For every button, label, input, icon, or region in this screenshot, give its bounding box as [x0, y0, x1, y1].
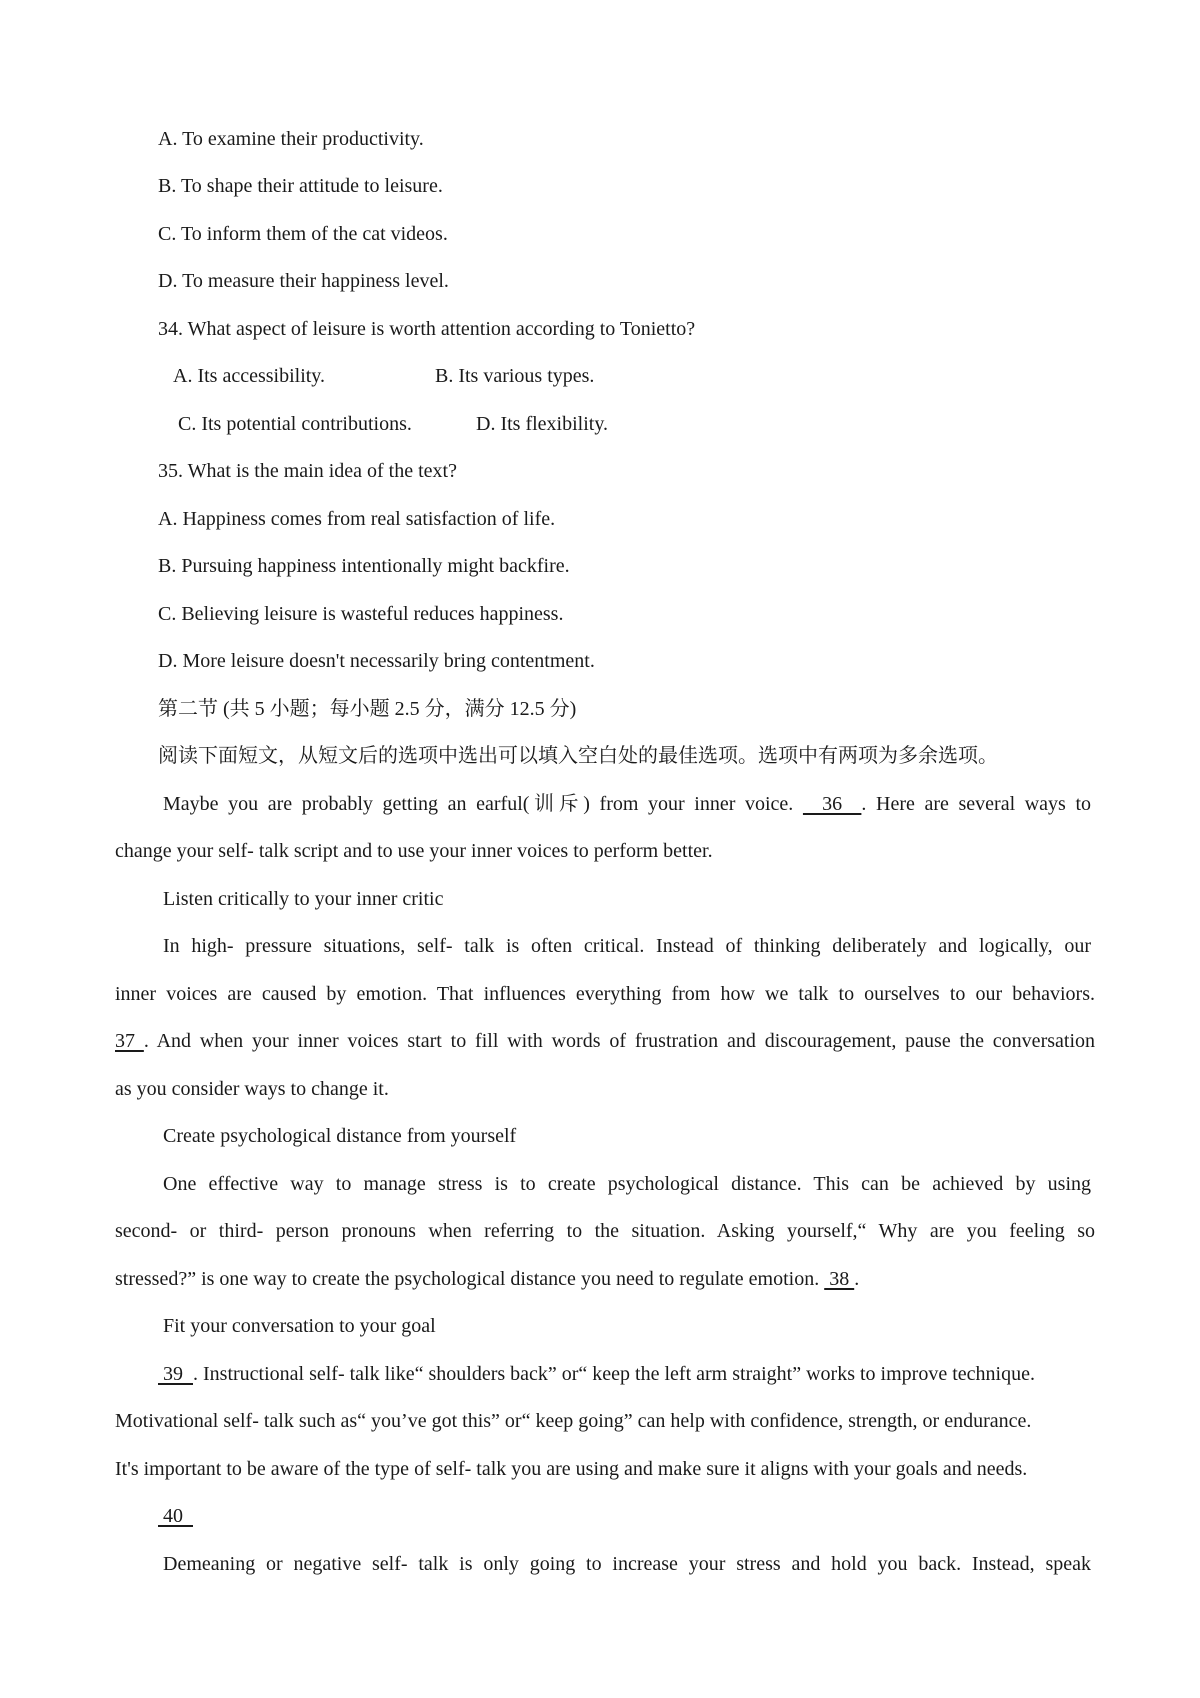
passage-line	[115, 1265, 859, 1293]
q33-option-c: C. To inform them of the cat videos.	[158, 223, 448, 245]
subheading-inner-critic: Listen critically to your inner critic	[163, 888, 444, 910]
q34-option-d: D. Its flexibility.	[476, 413, 609, 435]
passage-line	[158, 1360, 1035, 1388]
blank-38: 38	[824, 1268, 855, 1290]
subheading-psych-distance: Create psychological distance from yourself	[163, 1125, 517, 1147]
passage-line: Motivational self- talk such as“ you’ve got this” or“ keep going” can help with confidence, strength, or endurance.	[115, 1410, 1032, 1432]
blank-40-line	[158, 1502, 193, 1530]
q35-option-b: B. Pursuing happiness intentionally might backfire.	[158, 555, 570, 577]
passage-line: as you consider ways to change it.	[115, 1078, 389, 1100]
passage-text: Maybe you are probably getting an earful(训斥) from your inner voice.	[163, 793, 794, 815]
q35-option-c: C. Believing leisure is wasteful reduces happiness.	[158, 603, 564, 625]
passage-line: second- or third- person pronouns when referring to the situation. Asking yourself,“ Why are you feeling so	[115, 1220, 1095, 1242]
passage-line: In high- pressure situations, self- talk is often critical. Instead of thinking deliberately and logically, our	[163, 935, 1091, 957]
blank-36: 36	[802, 793, 862, 815]
subheading-fit-goal: Fit your conversation to your goal	[163, 1315, 436, 1337]
passage-line: One effective way to manage stress is to create psychological distance. This can be achieved by using	[163, 1173, 1091, 1195]
passage-line: inner voices are caused by emotion. That influences everything from how we talk to ourselves to our behaviors.	[115, 983, 1095, 1005]
q34-option-b: B. Its various types.	[435, 365, 595, 387]
blank-39: 39	[158, 1363, 193, 1385]
q34-stem: 34. What aspect of leisure is worth attention according to Tonietto?	[158, 318, 696, 340]
passage-line: Demeaning or negative self- talk is only going to increase your stress and hold you back. Instead, speak	[163, 1553, 1091, 1575]
passage-line	[115, 1027, 1095, 1055]
blank-37: 37	[115, 1030, 144, 1052]
q33-option-a: A. To examine their productivity.	[158, 128, 424, 150]
passage-text: .	[854, 1268, 860, 1290]
q35-stem: 35. What is the main idea of the text?	[158, 460, 457, 482]
q34-option-a: A. Its accessibility.	[173, 365, 326, 387]
blank-40: 40	[158, 1505, 193, 1527]
q33-option-d: D. To measure their happiness level.	[158, 270, 449, 292]
q35-option-d: D. More leisure doesn't necessarily bring contentment.	[158, 650, 595, 672]
passage-text: . Here are several ways to	[861, 793, 1092, 815]
passage-line: change your self- talk script and to use your inner voices to perform better.	[115, 840, 713, 862]
passage-text: . Instructional self- talk like“ shoulders back” or“ keep the left arm straight” works to improve technique.	[193, 1363, 1035, 1385]
section-instruction: 阅读下面短文，从短文后的选项中选出可以填入空白处的最佳选项。选项中有两项为多余选项。	[158, 745, 998, 767]
section-header: 第二节 (共 5 小题；每小题 2.5 分，满分 12.5 分)	[158, 698, 577, 720]
passage-line: It's important to be aware of the type of self- talk you are using and make sure it aligns with your goals and needs.	[115, 1458, 1028, 1480]
passage-text: stressed?” is one way to create the psychological distance you need to regulate emotion.	[115, 1268, 820, 1290]
q35-option-a: A. Happiness comes from real satisfaction of life.	[158, 508, 556, 530]
passage-text: . And when your inner voices start to fill with words of frustration and discouragement, pause the conversation	[143, 1030, 1095, 1052]
q33-option-b: B. To shape their attitude to leisure.	[158, 175, 443, 197]
q34-option-c: C. Its potential contributions.	[178, 413, 412, 435]
passage-line	[163, 790, 1091, 818]
